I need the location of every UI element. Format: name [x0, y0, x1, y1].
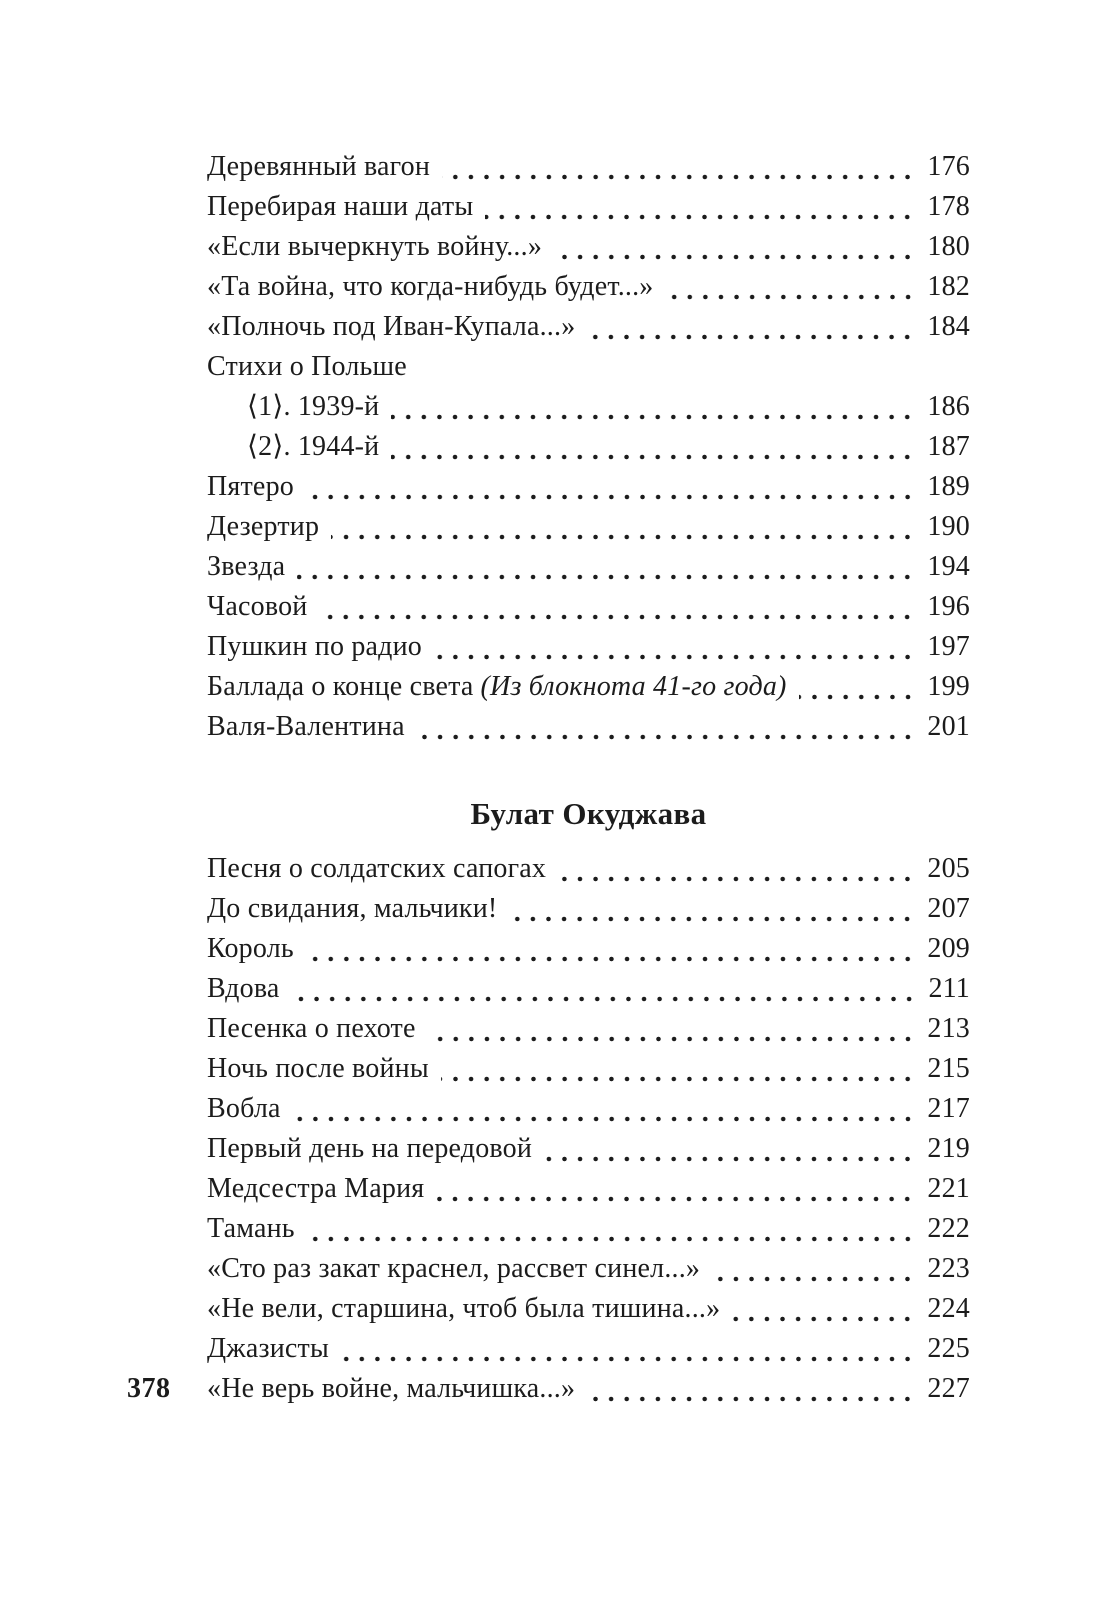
- toc-entry: [207, 889, 970, 929]
- toc-entry-page: 209: [927, 933, 970, 964]
- toc-entry: [207, 1249, 970, 1289]
- toc-entry-title-text: Пятеро: [207, 471, 294, 502]
- dot-leader: [292, 969, 917, 1009]
- toc-entry-title-text: «Не верь войне, мальчишка...»: [207, 1373, 576, 1404]
- toc-entry-title: [207, 969, 280, 1009]
- dot-leader: [558, 849, 915, 889]
- dot-leader: [391, 387, 915, 427]
- toc-entry: [207, 467, 970, 507]
- toc-entry-page: 223: [927, 1253, 970, 1284]
- toc-entry-title: [207, 1369, 575, 1409]
- toc-entry-page: 205: [927, 853, 970, 884]
- toc-entry-page: 194: [927, 551, 970, 582]
- toc-entry-page: 182: [927, 271, 970, 302]
- toc-entry: [207, 1169, 970, 1209]
- toc-entry-title: [207, 1089, 281, 1129]
- toc-entry-title-italic: (Из блокнота 41-го года): [480, 671, 787, 702]
- dot-leader: [712, 1249, 915, 1289]
- toc-entry-title: [207, 849, 546, 889]
- toc-entry-title-text: Валя-Валентина: [207, 711, 405, 742]
- toc-entry-title: [207, 307, 575, 347]
- toc-entry-title-text: Баллада о конце света: [207, 671, 474, 702]
- dot-leader: [341, 1329, 915, 1369]
- dot-leader: [436, 1169, 915, 1209]
- toc-entry: [207, 307, 970, 347]
- toc-entry: [207, 1089, 970, 1129]
- toc-entry-page: 227: [927, 1373, 970, 1404]
- toc-entry-title-text: До свидания, мальчики!: [207, 893, 498, 924]
- dot-leader: [799, 667, 916, 707]
- dot-leader: [428, 1009, 916, 1049]
- toc-entry-title-text: Дезертир: [207, 511, 320, 542]
- toc-entry-page: 213: [927, 1013, 970, 1044]
- toc-entry: [207, 1209, 970, 1249]
- toc-entry-page: 219: [927, 1133, 970, 1164]
- dot-leader: [732, 1289, 915, 1329]
- toc-entry: [207, 427, 970, 467]
- toc-entry-title-text: Стихи о Польше: [207, 351, 407, 382]
- toc-entry-page: 196: [927, 591, 970, 622]
- toc-entry: [207, 587, 970, 627]
- toc-entry-page: 187: [927, 431, 970, 462]
- toc-entry: [207, 1289, 970, 1329]
- toc-entry-page: 189: [927, 471, 970, 502]
- section-heading: Булат Окуджава: [470, 796, 707, 831]
- toc-entry: [207, 1129, 970, 1169]
- toc-entry-title-text: Звезда: [207, 551, 286, 582]
- toc-entry: [207, 267, 970, 307]
- toc-entry-title: [207, 1049, 429, 1089]
- dot-leader: [666, 267, 916, 307]
- dot-leader: [417, 707, 916, 747]
- toc-entry: [207, 387, 970, 427]
- toc-entry-title: [207, 929, 294, 969]
- toc-entry: [207, 707, 970, 747]
- toc-entry: [207, 227, 970, 267]
- toc-entry-title: [207, 1249, 700, 1289]
- toc-entry-title: [207, 147, 430, 187]
- toc-entry: [207, 147, 970, 187]
- dot-leader: [485, 187, 915, 227]
- toc-entry-title-text: «Не вели, старшина, чтоб была тишина...»: [207, 1293, 721, 1324]
- toc-entry-page: 190: [927, 511, 970, 542]
- toc-entry-title-text: Часовой: [207, 591, 308, 622]
- dot-leader: [306, 929, 916, 969]
- toc-entry-title: [207, 1209, 295, 1249]
- dot-leader: [297, 547, 915, 587]
- toc-entry: [207, 1049, 970, 1089]
- toc-entry: [207, 347, 970, 387]
- toc-entry: [207, 969, 970, 1009]
- dot-leader: [306, 467, 915, 507]
- toc-entry-page: 184: [927, 311, 970, 342]
- toc-entry-title-text: Перебирая наши даты: [207, 191, 474, 222]
- toc-entry-title-text: Джазисты: [207, 1333, 329, 1364]
- page-number: 378: [127, 1373, 171, 1404]
- toc-entry-page: 178: [927, 191, 970, 222]
- toc-entry-title-text: Вдова: [207, 973, 280, 1004]
- dot-leader: [307, 1209, 916, 1249]
- toc-entry-title: [207, 667, 787, 707]
- toc-entry-title: [207, 707, 405, 747]
- toc-entry-title-text: Деревянный вагон: [207, 151, 431, 182]
- toc-entry-title: [207, 1329, 329, 1369]
- dot-leader: [587, 1369, 915, 1409]
- toc-entry-title-text: Первый день на передовой: [207, 1133, 533, 1164]
- toc-entry-title: [247, 427, 379, 467]
- toc-entry-title: [207, 1289, 720, 1329]
- toc-entry-title-text: Король: [207, 933, 294, 964]
- toc-entry-title-text: «Полночь под Иван-Купала...»: [207, 311, 576, 342]
- toc-entry-page: 225: [927, 1333, 970, 1364]
- toc-entry-title: [207, 587, 307, 627]
- toc-entry: [207, 667, 970, 707]
- toc-entry-title: [207, 267, 654, 307]
- toc-entry-title: [207, 507, 319, 547]
- toc-entry-title-text: Ночь после войны: [207, 1053, 429, 1084]
- toc-entry-title-text: Медсестра Мария: [207, 1173, 425, 1204]
- toc-entry: [207, 187, 970, 227]
- toc-entry-page: 201: [927, 711, 970, 742]
- dot-leader: [441, 1049, 916, 1089]
- toc-entry-title-text: «Сто раз закат краснел, рассвет синел...»: [207, 1253, 701, 1284]
- dot-leader: [509, 889, 915, 929]
- dot-leader: [554, 227, 915, 267]
- toc-entry-title-text: ⟨1⟩. 1939-й: [247, 391, 380, 422]
- toc-entry-title: [207, 889, 497, 929]
- toc-entry-title: [207, 347, 407, 387]
- toc-entry-page: 217: [927, 1093, 970, 1124]
- toc-entry: [207, 507, 970, 547]
- toc-entry-title-text: Песенка о пехоте: [207, 1013, 416, 1044]
- dot-leader: [442, 147, 915, 187]
- toc-entry-page: 221: [927, 1173, 970, 1204]
- toc-entry-title: [247, 387, 379, 427]
- toc-entry-title: [207, 227, 542, 267]
- toc-entry-title-text: Вобла: [207, 1093, 281, 1124]
- toc-entry: [207, 547, 970, 587]
- toc-entry-page: 199: [927, 671, 970, 702]
- dot-leader: [544, 1129, 915, 1169]
- toc-entry-title: [207, 1169, 424, 1209]
- toc-entry-title-text: «Та война, что когда-нибудь будет...»: [207, 271, 654, 302]
- toc-entry: [207, 1009, 970, 1049]
- toc-entry-page: 180: [927, 231, 970, 262]
- toc-entry-title: [207, 547, 285, 587]
- toc-entry-page: 211: [928, 973, 970, 1004]
- dot-leader: [434, 627, 915, 667]
- toc-entry-title: [207, 467, 294, 507]
- toc-entry-title-text: Пушкин по радио: [207, 631, 422, 662]
- toc-entry-page: 207: [927, 893, 970, 924]
- dot-leader: [331, 507, 915, 547]
- toc-entry-title-text: Тамань: [207, 1213, 295, 1244]
- dot-leader: [587, 307, 915, 347]
- toc-entry: [207, 1329, 970, 1369]
- toc-entry: [207, 627, 970, 667]
- dot-leader: [319, 587, 915, 627]
- toc-entry-page: 222: [927, 1213, 970, 1244]
- toc-entry-title-text: Песня о солдатских сапогах: [207, 853, 547, 884]
- table-of-contents: [207, 147, 970, 1409]
- toc-entry-page: 186: [927, 391, 970, 422]
- toc-entry-title-text: «Если вычеркнуть войну...»: [207, 231, 543, 262]
- toc-entry-page: 224: [927, 1293, 970, 1324]
- toc-entry-page: 215: [927, 1053, 970, 1084]
- toc-entry: [207, 849, 970, 889]
- toc-entry: [207, 929, 970, 969]
- toc-entry-title: [207, 627, 422, 667]
- toc-entry-page: 197: [927, 631, 970, 662]
- toc-entry-title: [207, 1129, 532, 1169]
- toc-entry-title-text: ⟨2⟩. 1944-й: [247, 431, 380, 462]
- dot-leader: [293, 1089, 916, 1129]
- toc-entry-page: 176: [927, 151, 970, 182]
- toc-entry-title: [207, 1009, 416, 1049]
- toc-entry: [207, 1369, 970, 1409]
- dot-leader: [391, 427, 915, 467]
- toc-entry-title: [207, 187, 473, 227]
